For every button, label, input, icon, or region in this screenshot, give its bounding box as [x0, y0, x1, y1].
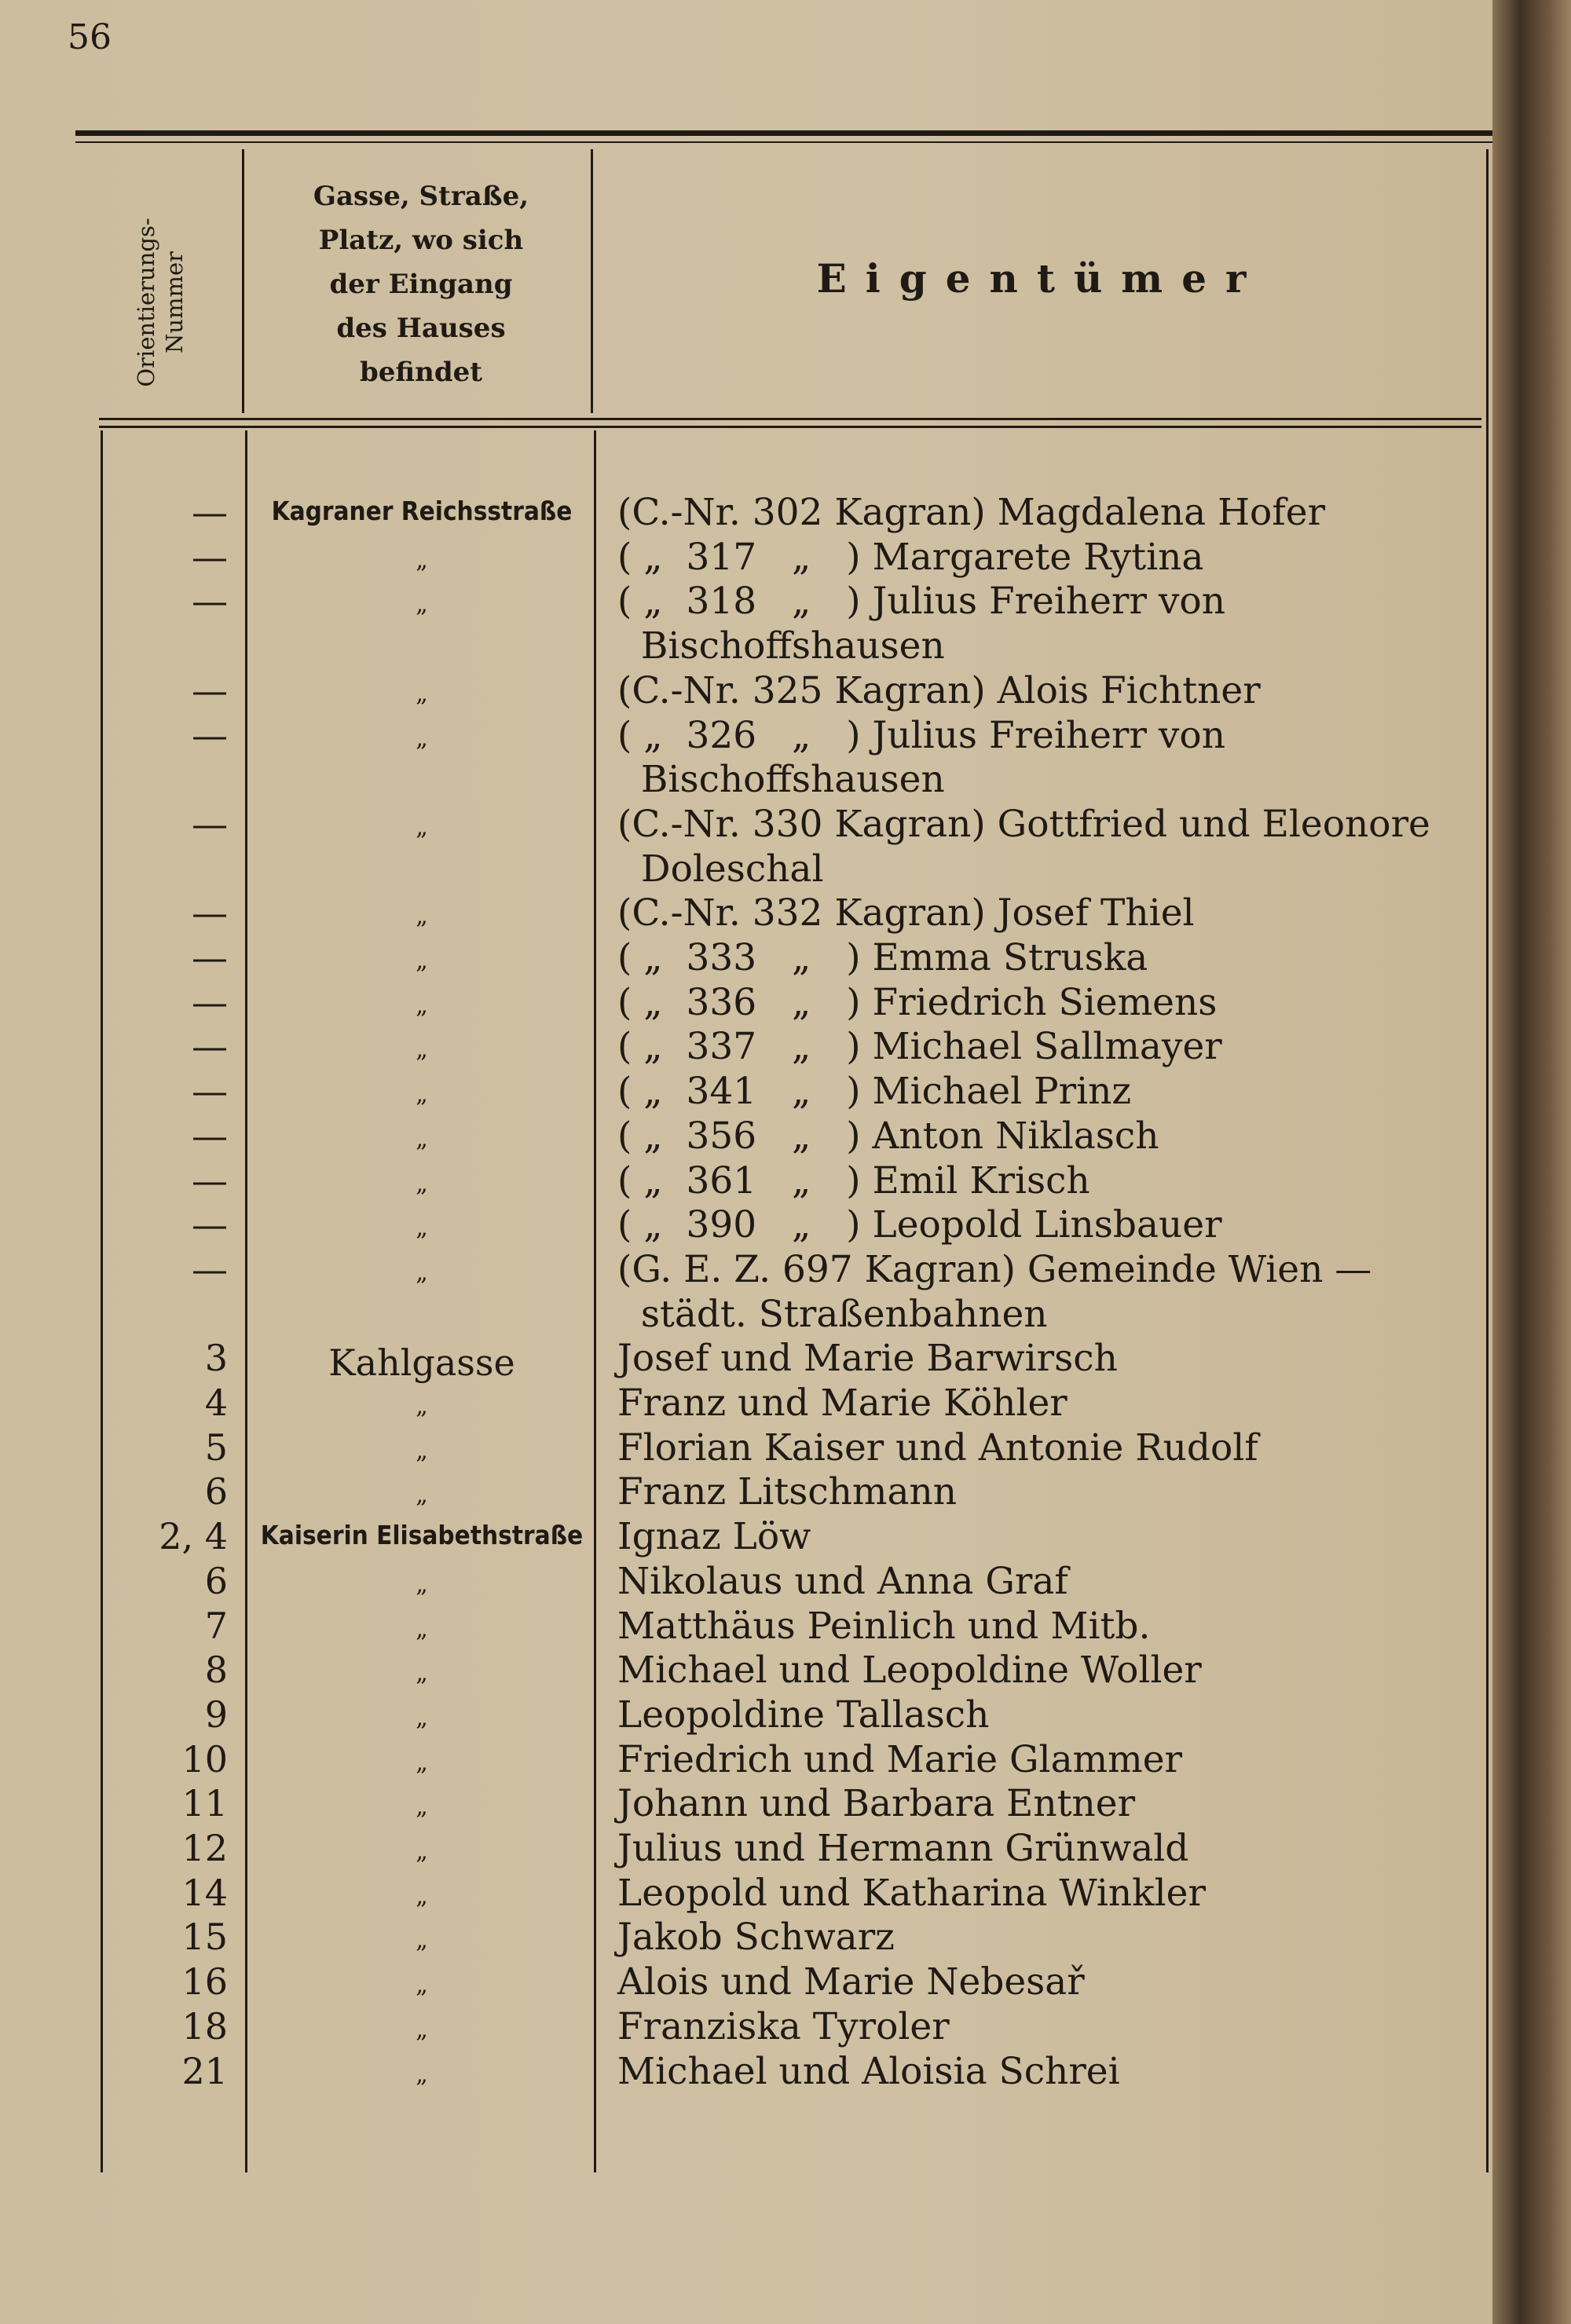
- header-rule-2: [99, 426, 1481, 428]
- owner-line: Alois und Marie Nebesař: [617, 1960, 1085, 2004]
- owner-entry: [617, 891, 1474, 936]
- street-name: „: [416, 902, 428, 931]
- orientation-number: 10: [181, 1737, 228, 1781]
- owner-entry: [617, 1827, 1474, 1872]
- orientation-number: 8: [204, 1649, 228, 1692]
- header-col2-line: der Eingang: [329, 269, 513, 300]
- header-street: [248, 174, 594, 394]
- orientation-number: —: [192, 491, 228, 533]
- street-name: „: [416, 1258, 428, 1286]
- owner-line: ( „ 333 „ ) Emma Struska: [617, 936, 1148, 979]
- orientation-number: 14: [181, 1871, 228, 1914]
- street-name: „: [416, 591, 428, 619]
- street-name: „: [416, 991, 428, 1019]
- header-col1-line: Orientierungs-: [133, 218, 159, 387]
- owner-line: Michael und Aloisia Schrei: [617, 2049, 1120, 2093]
- street-name: Kagraner Reichsstraße: [271, 496, 573, 526]
- owner-line: Matthäus Peinlich und Mitb.: [617, 1604, 1151, 1648]
- owner-entry: [617, 936, 1474, 981]
- orientation-number: 15: [181, 1916, 228, 1959]
- owner-line: ( „ 317 „ ) Margarete Rytina: [617, 535, 1204, 579]
- orientation-number: —: [192, 1070, 228, 1113]
- owner-line: ( „ 336 „ ) Friedrich Siemens: [617, 980, 1218, 1024]
- owner-line: ( „ 341 „ ) Michael Prinz: [617, 1070, 1132, 1114]
- owner-line: Ignaz Löw: [617, 1515, 811, 1559]
- street-name: „: [416, 724, 428, 752]
- street-name: „: [416, 1615, 428, 1643]
- owner-line: Franziska Tyroler: [617, 2004, 950, 2048]
- header-col2-line: Gasse, Straße,: [313, 181, 529, 212]
- owner-entry: [617, 2050, 1474, 2095]
- street-name: „: [416, 1214, 428, 1243]
- orientation-number: 6: [204, 1559, 228, 1602]
- owner-line: ( „ 318 „ ) Julius Freiherr von: [617, 580, 1225, 624]
- street-name: „: [416, 1660, 428, 1688]
- owner-line: (C.-Nr. 330 Kagran) Gottfried und Eleonore: [617, 802, 1430, 846]
- owner-entry: [617, 1203, 1474, 1248]
- owner-line: (C.-Nr. 302 Kagran) Magdalena Hofer: [617, 491, 1326, 534]
- orientation-number: 11: [181, 1782, 228, 1825]
- street-name: „: [416, 1838, 428, 1865]
- page-number: 56: [68, 17, 112, 57]
- orientation-number: —: [192, 1247, 228, 1290]
- owner-line: Josef und Marie Barwirsch: [617, 1337, 1118, 1381]
- owner-entry: [617, 1738, 1474, 1783]
- owner-line: Friedrich und Marie Glammer: [617, 1737, 1183, 1781]
- owner-line: ( „ 337 „ ) Michael Sallmayer: [617, 1025, 1222, 1069]
- orientation-number: —: [192, 1203, 228, 1246]
- header-col2-line: befindet: [360, 357, 482, 388]
- right-border: [1486, 149, 1489, 2172]
- street-name: „: [416, 1081, 428, 1109]
- orientation-number: —: [192, 1114, 228, 1157]
- owner-line: (G. E. Z. 697 Kagran) Gemeinde Wien —: [617, 1247, 1372, 1291]
- orientation-number: 7: [204, 1604, 228, 1647]
- owner-line: ( „ 361 „ ) Emil Krisch: [617, 1158, 1090, 1202]
- owner-entry: [617, 2005, 1474, 2050]
- owner-line: Leopold und Katharina Winkler: [617, 1871, 1206, 1915]
- orientation-number: —: [192, 580, 228, 623]
- owner-entry: [617, 491, 1474, 536]
- orientation-number: —: [192, 1158, 228, 1202]
- orientation-number: 5: [204, 1426, 228, 1469]
- street-name: „: [416, 1570, 428, 1598]
- owner-line: Doleschal: [617, 847, 824, 891]
- owner-entry: [617, 1470, 1474, 1515]
- orientation-number: 9: [204, 1693, 228, 1736]
- street-name: Kaiserin Elisabethstraße: [260, 1520, 584, 1551]
- owner-entry: [617, 1337, 1474, 1382]
- street-name: „: [416, 1125, 428, 1153]
- orientation-number: —: [192, 891, 228, 935]
- street-name: „: [416, 1704, 428, 1732]
- street-name: „: [416, 2015, 428, 2044]
- street-name: „: [416, 2060, 428, 2088]
- header-orientation-number: [132, 216, 195, 389]
- orientation-number: —: [192, 713, 228, 756]
- owner-line: (C.-Nr. 325 Kagran) Alois Fichtner: [617, 668, 1261, 712]
- header-owner: Eigentümer: [816, 255, 1265, 302]
- orientation-number: —: [192, 936, 228, 979]
- owner-entry: [617, 1560, 1474, 1605]
- owner-entry: [617, 1649, 1474, 1693]
- orientation-number: —: [192, 535, 228, 578]
- orientation-number: 2, 4: [159, 1515, 228, 1558]
- owner-entry: [617, 803, 1474, 891]
- owner-entry: [617, 1515, 1474, 1560]
- owner-entry: [617, 1960, 1474, 2005]
- top-rule-thick: [75, 130, 1496, 136]
- street-name: „: [416, 1393, 428, 1420]
- owner-entry: [617, 669, 1474, 714]
- street-name: Kahlgasse: [328, 1341, 515, 1385]
- orientation-number: 21: [181, 2049, 228, 2092]
- street-name: „: [416, 679, 428, 708]
- orientation-number: 18: [181, 2004, 228, 2048]
- owner-line: städt. Straßenbahnen: [617, 1292, 1048, 1336]
- owner-entry: [617, 580, 1474, 668]
- owner-line: Nikolaus und Anna Graf: [617, 1559, 1068, 1603]
- column-divider-1: [242, 149, 244, 413]
- header-col1-line: Nummer: [161, 251, 188, 354]
- street-name: „: [416, 546, 428, 574]
- owner-entry: [617, 1693, 1474, 1738]
- owner-line: Franz und Marie Köhler: [617, 1382, 1067, 1425]
- orientation-number: —: [192, 980, 228, 1023]
- orientation-number: 3: [204, 1337, 228, 1380]
- owner-line: Julius und Hermann Grünwald: [617, 1827, 1189, 1870]
- header-col2-line: Platz, wo sich: [318, 225, 524, 256]
- owner-line: Jakob Schwarz: [617, 1916, 895, 1960]
- street-name: „: [416, 1169, 428, 1198]
- owner-entry: [617, 536, 1474, 580]
- owner-line: Johann und Barbara Entner: [617, 1782, 1136, 1826]
- owner-entry: [617, 1159, 1474, 1204]
- owner-line: Michael und Leopoldine Woller: [617, 1649, 1202, 1693]
- street-name: „: [416, 947, 428, 975]
- owner-entry: [617, 1070, 1474, 1114]
- street-name: „: [416, 1882, 428, 1910]
- street-name: „: [416, 1971, 428, 2000]
- header-rule-1: [99, 418, 1481, 420]
- book-spine: [1492, 0, 1571, 2324]
- owner-entry: [617, 1782, 1474, 1827]
- owner-line: Bischoffshausen: [617, 758, 945, 802]
- owner-entry: [617, 1248, 1474, 1337]
- street-name: „: [416, 1793, 428, 1821]
- owner-entry: [617, 1916, 1474, 1960]
- owner-line: Franz Litschmann: [617, 1470, 958, 1514]
- owner-entry: [617, 714, 1474, 803]
- owner-entry: [617, 1382, 1474, 1426]
- owner-entry: [617, 1114, 1474, 1159]
- orientation-number: —: [192, 668, 228, 712]
- orientation-number: 16: [181, 1960, 228, 2004]
- owner-entry: [617, 1426, 1474, 1471]
- top-rule-thin: [75, 141, 1496, 143]
- street-name: „: [416, 1436, 428, 1465]
- header-col2-line: des Hauses: [336, 313, 506, 344]
- owner-line: ( „ 390 „ ) Leopold Linsbauer: [617, 1203, 1222, 1247]
- owner-entry: [617, 1605, 1474, 1649]
- owner-line: Florian Kaiser und Antonie Rudolf: [617, 1426, 1258, 1469]
- orientation-number: —: [192, 802, 228, 845]
- owner-entry: [617, 1025, 1474, 1070]
- owner-entry: [617, 1872, 1474, 1916]
- owner-line: ( „ 356 „ ) Anton Niklasch: [617, 1114, 1159, 1158]
- orientation-number: —: [192, 1025, 228, 1068]
- owner-entry: [617, 981, 1474, 1026]
- street-name: „: [416, 1748, 428, 1777]
- owner-line: Leopoldine Tallasch: [617, 1693, 990, 1737]
- street-name: „: [416, 1481, 428, 1510]
- owner-line: (C.-Nr. 332 Kagran) Josef Thiel: [617, 891, 1195, 935]
- street-name: „: [416, 813, 428, 841]
- owner-line: ( „ 326 „ ) Julius Freiherr von: [617, 713, 1225, 757]
- orientation-number: 12: [181, 1827, 228, 1869]
- orientation-number: 6: [204, 1470, 228, 1513]
- orientation-number: 4: [204, 1382, 228, 1424]
- owner-line: Bischoffshausen: [617, 624, 945, 668]
- street-name: „: [416, 1927, 428, 1955]
- street-name: „: [416, 1036, 428, 1064]
